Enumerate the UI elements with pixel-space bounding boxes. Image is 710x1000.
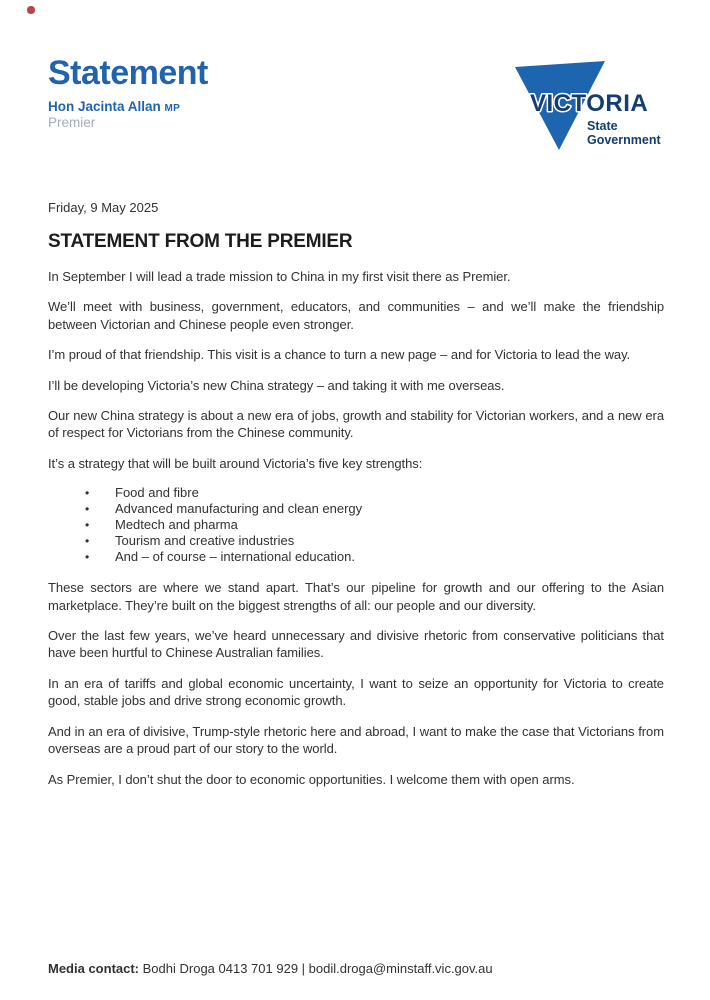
red-mark	[27, 6, 35, 14]
paragraph: And in an era of divisive, Trump-style rhetoric here and abroad, I want to make the case that Victorians from overseas are a proud part of our story to the world.	[48, 723, 664, 757]
media-contact-line	[48, 961, 664, 976]
logo-subtext-government: Government	[587, 133, 661, 147]
statement-heading: STATEMENT FROM THE PREMIER	[48, 231, 353, 252]
list-item-text: Tourism and creative industries	[115, 533, 295, 549]
list-item	[85, 533, 664, 549]
paragraph: As Premier, I don’t shut the door to economic opportunities. I welcome them with open arms.	[48, 771, 575, 787]
paragraph: Over the last few years, we’ve heard unnecessary and divisive rhetoric from conservative politicians that have been hurtful to Chinese Australian families.	[48, 628, 664, 661]
paragraph: We’ll meet with business, government, educators, and communities – and we’ll make the friendship between Victorian and Chinese people even stronger.	[48, 299, 664, 332]
logo-subtext-state: State	[587, 119, 618, 133]
key-strengths-list	[85, 485, 664, 565]
list-item-text: Advanced manufacturing and clean energy	[115, 501, 363, 517]
list-item	[85, 549, 664, 565]
paragraph: In September I will lead a trade mission to China in my first visit there as Premier.	[48, 269, 511, 284]
paragraph: These sectors are where we stand apart. That’s our pipeline for growth and our offering to the Asian marketplace. They’re built on the biggest strengths of all: our people and our diversity.	[48, 580, 664, 613]
bullet-icon: •	[85, 534, 90, 549]
list-item	[85, 485, 664, 501]
media-contact-label: Media contact:	[48, 961, 140, 976]
masthead-title: Statement	[48, 54, 208, 92]
list-item-text: Medtech and pharma	[115, 517, 238, 533]
masthead-left	[48, 56, 208, 131]
masthead	[0, 0, 710, 151]
document-content	[0, 200, 710, 788]
author-postnominal: MP	[164, 102, 181, 114]
paragraph: I’m proud of that friendship. This visit is a chance to turn a new page – and for Victoria to lead the way.	[48, 347, 631, 363]
bullet-icon: •	[85, 550, 90, 565]
list-item	[85, 501, 664, 517]
author-role: Premier	[48, 115, 96, 131]
victoria-logo	[508, 58, 666, 158]
bullet-icon: •	[85, 518, 90, 533]
media-contact-value: Bodhi Droga 0413 701 929 | bodil.droga@minstaff.vic.gov.au	[142, 961, 493, 976]
list-item	[85, 517, 664, 533]
author-line	[48, 99, 208, 115]
bullet-icon: •	[85, 486, 90, 501]
list-item-text: And – of course – international education.	[115, 549, 355, 565]
paragraph: It’s a strategy that will be built around Victoria’s five key strengths:	[48, 455, 423, 471]
paragraph: I’ll be developing Victoria’s new China strategy – and taking it with me overseas.	[48, 377, 505, 393]
bullet-icon: •	[85, 502, 90, 517]
statement-body	[48, 268, 664, 788]
paragraph: Our new China strategy is about a new era of jobs, growth and stability for Victorian workers, and a new era of respect for Victorians from the Chinese community.	[48, 408, 664, 441]
logo-brand-text: VICTORIA	[530, 90, 649, 117]
date-line: Friday, 9 May 2025	[48, 200, 159, 215]
author-name: Hon Jacinta Allan	[48, 98, 161, 114]
paragraph: In an era of tariffs and global economic uncertainty, I want to seize an opportunity for Victoria to create good, stable jobs and drive strong economic growth.	[48, 675, 664, 709]
list-item-text: Food and fibre	[115, 485, 199, 501]
victoria-logo-graphic	[508, 58, 666, 153]
